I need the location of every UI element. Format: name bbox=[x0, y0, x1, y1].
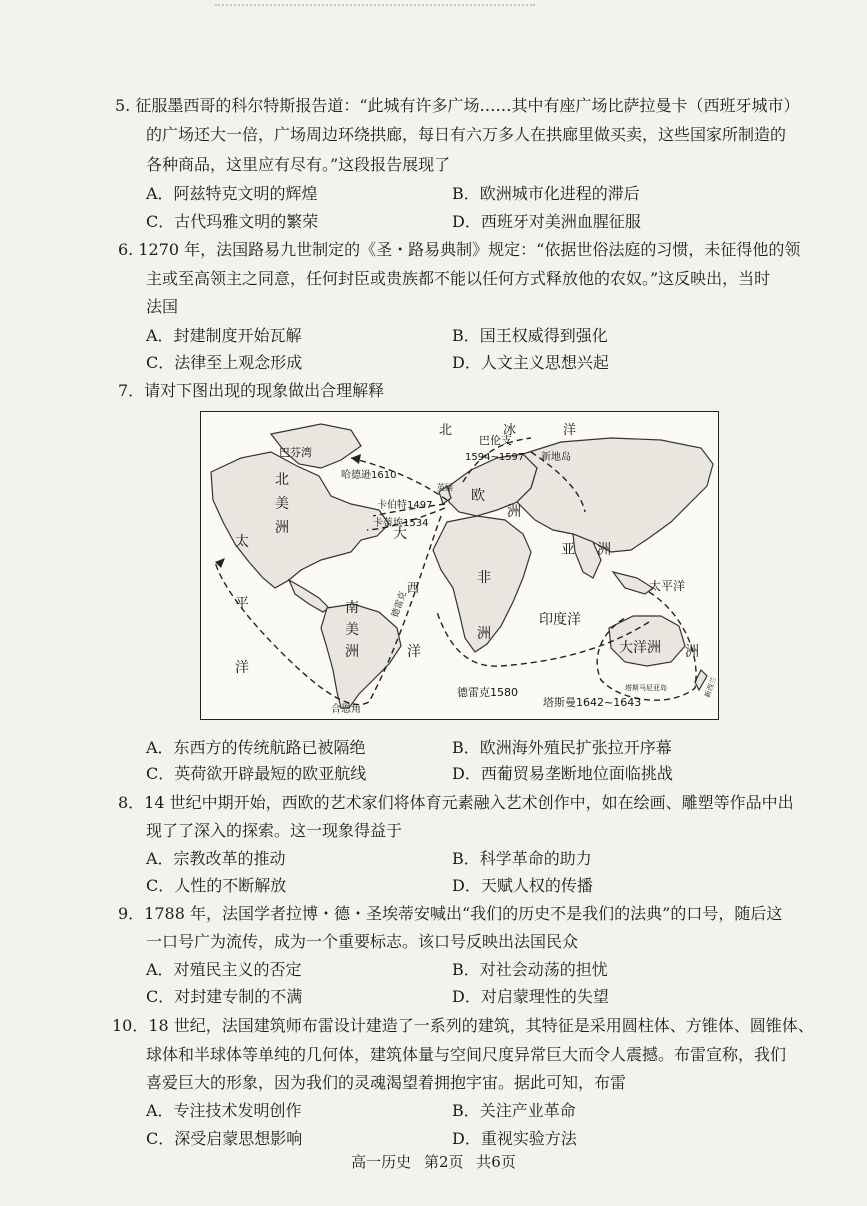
map-label-atl-1: 大 bbox=[393, 526, 407, 542]
map-label-as-2: 洲 bbox=[597, 542, 611, 558]
map-label-indian: 印度洋 bbox=[539, 612, 581, 628]
scan-mark bbox=[215, 4, 535, 10]
map-label-oce-2: 洲 bbox=[685, 644, 699, 660]
q5-option-c[interactable]: C．古代玛雅文明的繁荣 bbox=[146, 212, 319, 231]
q5-option-d[interactable]: D．西班牙对美洲血腥征服 bbox=[452, 212, 641, 231]
q9-option-a[interactable]: A．对殖民主义的否定 bbox=[146, 960, 302, 979]
map-label-baffin-bay: 巴芬湾 bbox=[279, 446, 312, 459]
q7-option-d[interactable]: D．西葡贸易垄断地位面临挑战 bbox=[452, 764, 673, 783]
q6-option-c[interactable]: C．法律至上观念形成 bbox=[146, 353, 303, 372]
south-america-shape bbox=[321, 604, 401, 708]
page-footer bbox=[0, 1152, 867, 1172]
map-label-hudson: 哈德逊1610 bbox=[341, 470, 397, 481]
map-label-tasman: 塔斯曼1642~1643 bbox=[543, 696, 642, 709]
map-label-north-ocean-1: 北 bbox=[439, 423, 453, 438]
q7-option-a[interactable]: A．东西方的传统航路已被隔绝 bbox=[146, 738, 366, 757]
map-label-af-1: 非 bbox=[477, 570, 491, 586]
q9-option-c[interactable]: C．对封建专制的不满 bbox=[146, 987, 303, 1006]
q8-stem-line-2: 现了了深入的探索。这一现象得益于 bbox=[146, 821, 403, 840]
map-label-eu-2: 洲 bbox=[507, 504, 521, 520]
q9-stem-line-1: 9．1788 年，法国学者拉博・德・圣埃蒂安喊出“我们的历史不是我们的法典”的口号，随后这 bbox=[118, 904, 783, 923]
map-label-af-2: 洲 bbox=[477, 626, 491, 642]
world-exploration-map bbox=[200, 411, 719, 720]
q8-option-d[interactable]: D．天赋人权的传播 bbox=[452, 876, 593, 895]
q7-stem: 7．请对下图出现的现象做出合理解释 bbox=[118, 381, 385, 400]
q6-option-b[interactable]: B．国王权威得到强化 bbox=[452, 326, 608, 345]
q10-option-a[interactable]: A．专注技术发明创作 bbox=[146, 1101, 302, 1120]
q8-option-b[interactable]: B．科学革命的助力 bbox=[452, 849, 592, 868]
new-zealand-shape bbox=[695, 670, 707, 690]
map-label-pac-e: 太平洋 bbox=[649, 579, 686, 593]
map-label-drake: 德雷克1580 bbox=[457, 686, 518, 699]
map-label-cabot: 卡伯特1497 bbox=[377, 500, 433, 511]
q5-stem-line-3: 各种商品，这里应有尽有。”这段报告展现了 bbox=[146, 155, 451, 174]
q10-option-d[interactable]: D．重视实验方法 bbox=[452, 1129, 577, 1148]
map-label-north-ocean-3: 洋 bbox=[563, 423, 577, 438]
map-label-sa-1: 南 bbox=[345, 600, 359, 616]
map-label-nz: 新西兰 bbox=[703, 676, 718, 699]
map-label-sa-2: 美 bbox=[345, 622, 359, 638]
q6-stem-line-2: 主或至高领主之同意，任何封臣或贵族都不能以任何方式释放他的农奴。”这反映出，当时 bbox=[146, 269, 771, 288]
map-label-atl-3: 洋 bbox=[407, 644, 421, 660]
map-label-atl-2: 西 bbox=[407, 581, 420, 595]
footer-subject: 高一历史 bbox=[351, 1153, 412, 1171]
map-label-eu-small: 英国 bbox=[437, 483, 453, 492]
q6-stem-line-3: 法国 bbox=[146, 297, 179, 316]
map-label-barents-years: 1594~1597 bbox=[465, 452, 525, 463]
map-label-pac-w3: 洋 bbox=[235, 660, 249, 676]
q5-stem-line-1: 5. 征服墨西哥的科尔特斯报告道：“此城有许多广场……其中有座广场比萨拉曼卡（西班牙城市） bbox=[115, 96, 800, 115]
q8-stem-line-1: 8．14 世纪中期开始，西欧的艺术家们将体育元素融入艺术创作中，如在绘画、雕塑等作品中出 bbox=[118, 793, 794, 812]
hudson-arrow bbox=[351, 454, 361, 464]
map-label-barents: 巴伦支 bbox=[479, 434, 512, 447]
map-label-na-1: 北 bbox=[275, 472, 289, 488]
q8-option-c[interactable]: C．人性的不断解放 bbox=[146, 876, 287, 895]
map-label-pac-w1: 太 bbox=[235, 534, 249, 550]
footer-total: 共6页 bbox=[476, 1153, 516, 1171]
map-label-cartier: 卡蒂埃1534 bbox=[373, 518, 429, 529]
q7-option-b[interactable]: B．欧洲海外殖民扩张拉开序幕 bbox=[452, 738, 672, 757]
map-label-new-land: 新地岛 bbox=[541, 452, 571, 463]
map-label-na-2: 美 bbox=[275, 496, 289, 512]
q6-option-d[interactable]: D．人文主义思想兴起 bbox=[452, 353, 609, 372]
map-label-drake-route: 德雷克 bbox=[390, 590, 410, 620]
q10-stem-line-1: 10．18 世纪，法国建筑师布雷设计建造了一系列的建筑，其特征是采用圆柱体、方锥体、圆锥体、 bbox=[112, 1016, 814, 1035]
map-label-as-1: 亚 bbox=[561, 542, 575, 558]
q9-option-b[interactable]: B．对社会动荡的担忧 bbox=[452, 960, 608, 979]
q10-stem-line-2: 球体和半球体等单纯的几何体，建筑体量与空间尺度异常巨大而令人震撼。布雷宣称，我们 bbox=[146, 1045, 787, 1064]
q10-stem-line-3: 喜爱巨大的形象，因为我们的灵魂渴望着拥抱宇宙。据此可知，布雷 bbox=[146, 1073, 627, 1092]
q5-option-b[interactable]: B．欧洲城市化进程的滞后 bbox=[452, 184, 640, 203]
q5-stem-line-2: 的广场还大一倍，广场周边环绕拱廊，每日有六万多人在拱廊里做买卖，这些国家所制造的 bbox=[146, 125, 787, 144]
q6-stem-line-1: 6. 1270 年，法国路易九世制定的《圣・路易典制》规定：“依据世俗法庭的习惯，未征得他的领 bbox=[118, 240, 801, 259]
map-label-tasman-small: 塔斯马尼亚岛 bbox=[625, 684, 667, 692]
q5-option-a[interactable]: A．阿兹特克文明的辉煌 bbox=[146, 184, 318, 203]
map-label-oce-1: 大洋洲 bbox=[619, 640, 661, 656]
q8-option-a[interactable]: A．宗教改革的推动 bbox=[146, 849, 286, 868]
continent-shapes bbox=[211, 424, 713, 708]
q6-option-a[interactable]: A．封建制度开始瓦解 bbox=[146, 326, 302, 345]
map-label-na-3: 洲 bbox=[275, 520, 289, 536]
map-label-north-ocean-2: 冰 bbox=[503, 423, 517, 438]
q10-option-c[interactable]: C．深受启蒙思想影响 bbox=[146, 1129, 303, 1148]
se-asia-islands-shape bbox=[613, 572, 653, 594]
footer-page: 第2页 bbox=[423, 1153, 464, 1171]
map-label-pac-w2: 平 bbox=[235, 596, 249, 612]
q9-option-d[interactable]: D．对启蒙理性的失望 bbox=[452, 987, 609, 1006]
q7-option-c[interactable]: C．英荷欲开辟最短的欧亚航线 bbox=[146, 764, 367, 783]
q9-stem-line-2: 一口号广为流传，成为一个重要标志。该口号反映出法国民众 bbox=[146, 932, 579, 951]
q10-option-b[interactable]: B．关注产业革命 bbox=[452, 1101, 576, 1120]
map-label-cape-horn: 合恩角 bbox=[331, 704, 361, 715]
central-america-shape bbox=[289, 580, 329, 612]
map-label-eu-1: 欧 bbox=[471, 488, 485, 504]
map-label-sa-3: 洲 bbox=[345, 644, 359, 660]
